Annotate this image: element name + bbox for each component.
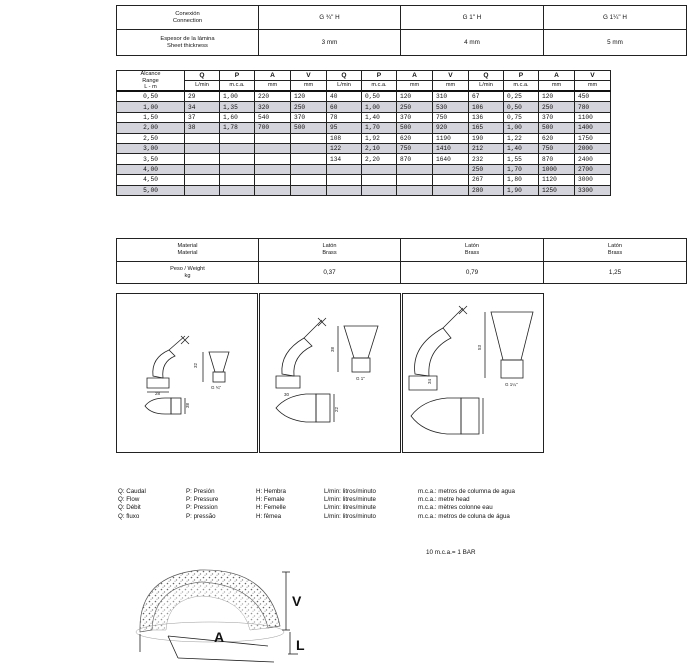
table-cell: 500: [397, 123, 433, 133]
table-cell: 2400: [575, 154, 611, 164]
table-cell: [397, 164, 433, 174]
table-cell: 1,35: [220, 102, 255, 112]
table-cell: 450: [575, 91, 611, 102]
table-cell: [220, 133, 255, 143]
spray-label-a: A: [214, 629, 225, 645]
material-label-cell: [117, 239, 259, 262]
table-cell: 250: [469, 164, 504, 174]
material-label-es: Material: [177, 243, 198, 249]
table-cell: 370: [291, 112, 327, 122]
material-value-2: [401, 239, 544, 262]
range-cell: 4,00: [117, 164, 185, 174]
range-header-es: Alcance: [140, 71, 161, 78]
col-head-a: A: [539, 71, 575, 81]
thickness-value-2: 4 mm: [401, 30, 544, 56]
table-cell: 212: [469, 143, 504, 153]
thickness-label-cell: [117, 30, 259, 56]
thickness-value-1: 3 mm: [259, 30, 401, 56]
col-head-v: V: [291, 71, 327, 81]
material-value-3: [544, 239, 687, 262]
table-cell: [255, 133, 291, 143]
table-cell: 220: [255, 91, 291, 102]
performance-table-body: [117, 91, 611, 195]
table-cell: 38: [185, 123, 220, 133]
table-cell: 190: [469, 133, 504, 143]
legend-text: P: Pressure: [186, 496, 219, 504]
unit-mm: mm: [291, 81, 327, 92]
table-cell: 95: [327, 123, 362, 133]
legend-text: m.c.a.: metros de columna de agua: [418, 488, 515, 495]
table-cell: 1,60: [220, 112, 255, 122]
table-cell: [220, 185, 255, 195]
material-name-en: Brass: [464, 250, 480, 256]
table-row: [117, 175, 611, 185]
table-cell: 1,90: [504, 185, 539, 195]
table-cell: 780: [575, 102, 611, 112]
unit-lmin: L/min: [469, 81, 504, 92]
table-cell: [291, 185, 327, 195]
table-cell: 620: [397, 133, 433, 143]
dim-label: 30: [284, 392, 290, 397]
dim-label: 22: [334, 406, 339, 412]
col-head-a: A: [255, 71, 291, 81]
legend-text: L/min: litres/minute: [324, 504, 376, 512]
material-name-es: Latón: [322, 243, 337, 249]
table-cell: [327, 164, 362, 174]
table-cell: 1640: [433, 154, 469, 164]
table-cell: 0,25: [504, 91, 539, 102]
legend-text: H: Hembra: [256, 488, 286, 495]
table-cell: 620: [539, 133, 575, 143]
table-cell: 1250: [539, 185, 575, 195]
connection-table: [116, 5, 687, 56]
unit-mca: m.c.a.: [220, 81, 255, 92]
weight-value-3: 1,25: [544, 262, 687, 284]
nozzle-drawing-medium: [260, 294, 402, 454]
table-cell: [255, 143, 291, 153]
nozzle-curve: [415, 328, 451, 376]
table-cell: [362, 164, 397, 174]
nozzle-drawing-small: [117, 294, 259, 454]
table-cell: 1190: [433, 133, 469, 143]
table-cell: [362, 185, 397, 195]
unit-mm: mm: [575, 81, 611, 92]
nozzle-drawing-large: [403, 294, 545, 454]
unit-mm: mm: [433, 81, 469, 92]
table-cell: 920: [433, 123, 469, 133]
table-cell: [185, 154, 220, 164]
water-bell: [136, 570, 284, 642]
nozzle-top-view: [145, 398, 171, 414]
dim-label: 34: [427, 378, 432, 384]
nozzle-base: [409, 376, 437, 390]
table-cell: 2000: [575, 143, 611, 153]
table-cell: 122: [327, 143, 362, 153]
nozzle-top-view: [276, 394, 316, 422]
legend-text: Q: Débit: [118, 504, 141, 512]
legend-text: P: pressão: [186, 512, 216, 520]
thickness-value-3: 5 mm: [544, 30, 687, 56]
legend-female: [256, 488, 286, 521]
unit-lmin: L/min: [185, 81, 220, 92]
table-cell: 0,75: [504, 112, 539, 122]
nozzle-cup: [209, 352, 229, 372]
bar-conversion-note: 10 m.c.a.= 1 BAR: [426, 549, 476, 556]
table-cell: 1,92: [362, 133, 397, 143]
legend-text: L/min: litres/minute: [324, 496, 376, 504]
table-cell: 232: [469, 154, 504, 164]
table-cell: 120: [539, 91, 575, 102]
unit-mm: mm: [255, 81, 291, 92]
table-cell: 37: [185, 112, 220, 122]
range-header: [117, 71, 185, 92]
table-cell: 1120: [539, 175, 575, 185]
table-cell: 370: [397, 112, 433, 122]
table-cell: 2700: [575, 164, 611, 174]
dim-label: 38: [330, 346, 335, 352]
table-cell: 750: [397, 143, 433, 153]
connection-value-1: G ¾" H: [259, 6, 401, 30]
dim-label: 32: [193, 362, 198, 368]
legend-flow: [118, 488, 146, 521]
table-cell: 1750: [575, 133, 611, 143]
table-row: [117, 91, 611, 102]
legend-text: H: Female: [256, 496, 285, 504]
weight-label: Peso / Weight: [170, 265, 205, 272]
table-cell: 250: [397, 102, 433, 112]
table-cell: 0,50: [504, 102, 539, 112]
legend-pressure: [186, 488, 218, 521]
legend-text: H: Femelle: [256, 504, 286, 512]
nozzle-base: [147, 378, 169, 388]
table-cell: 34: [185, 102, 220, 112]
table-cell: 700: [255, 123, 291, 133]
table-cell: [433, 175, 469, 185]
range-header-unit: L - m: [144, 83, 157, 90]
legend-text: m.c.a.: metros de coluna de água: [418, 512, 510, 520]
dimension-a-line: [168, 636, 178, 658]
connection-label-cell: [117, 6, 259, 30]
col-head-a: A: [397, 71, 433, 81]
table-cell: [433, 164, 469, 174]
table-cell: 1100: [575, 112, 611, 122]
nozzle-cup: [491, 312, 533, 360]
table-cell: 120: [291, 91, 327, 102]
performance-table: [116, 70, 611, 196]
legend-lmin: [324, 488, 376, 521]
spray-label-v: V: [292, 593, 302, 609]
col-head-q: Q: [185, 71, 220, 81]
table-cell: [185, 175, 220, 185]
table-cell: 750: [539, 143, 575, 153]
table-cell: 1,70: [504, 164, 539, 174]
table-cell: 1,80: [504, 175, 539, 185]
range-cell: 2,00: [117, 123, 185, 133]
material-name-es: Latón: [608, 243, 622, 249]
table-cell: [291, 154, 327, 164]
table-cell: [291, 133, 327, 143]
weight-unit: kg: [184, 272, 191, 279]
dim-label: 38: [185, 402, 190, 408]
table-cell: 120: [397, 91, 433, 102]
table-cell: [327, 175, 362, 185]
col-head-v: V: [433, 71, 469, 81]
legend-text: m.c.a.: metre head: [418, 496, 470, 504]
table-cell: 2,10: [362, 143, 397, 153]
table-cell: [327, 185, 362, 195]
range-cell: 3,00: [117, 143, 185, 153]
table-cell: [291, 143, 327, 153]
table-cell: [185, 164, 220, 174]
table-cell: [255, 185, 291, 195]
nozzle-drawing-panel-1: [116, 293, 258, 453]
legend-text: Q: fluxo: [118, 512, 140, 520]
weight-value-2: 0,79: [401, 262, 544, 284]
range-header-en: Range: [142, 77, 159, 84]
table-cell: 500: [539, 123, 575, 133]
col-head-v: V: [575, 71, 611, 81]
table-cell: [255, 175, 291, 185]
table-row: [117, 185, 611, 195]
thread-label: G ¾": [211, 385, 222, 390]
table-cell: 530: [433, 102, 469, 112]
spray-pattern-illustration: [118, 558, 318, 668]
table-cell: [185, 143, 220, 153]
material-table: [116, 238, 687, 284]
col-head-p: P: [362, 71, 397, 81]
col-head-p: P: [220, 71, 255, 81]
table-cell: 320: [255, 102, 291, 112]
table-cell: 3000: [575, 175, 611, 185]
table-cell: [291, 164, 327, 174]
table-cell: 750: [433, 112, 469, 122]
legend-text: Q: Caudal: [118, 488, 146, 495]
legend-text: P: Presión: [186, 488, 215, 495]
material-label-en: Material: [177, 250, 198, 256]
table-row: [117, 112, 611, 122]
table-cell: 40: [327, 91, 362, 102]
material-name-en: Brass: [607, 250, 623, 256]
thickness-label-es: Espesor de la lámina: [160, 35, 215, 42]
legend-text: P: Pression: [186, 504, 218, 512]
dim-label: 53: [477, 344, 482, 350]
table-cell: [220, 164, 255, 174]
nozzle-top-view: [411, 398, 461, 434]
table-cell: 1,22: [504, 133, 539, 143]
table-cell: 500: [291, 123, 327, 133]
table-cell: [255, 164, 291, 174]
table-cell: [220, 154, 255, 164]
table-cell: [220, 143, 255, 153]
table-cell: 1,70: [362, 123, 397, 133]
nozzle-curve: [282, 338, 312, 376]
table-cell: [433, 185, 469, 195]
range-cell: 2,50: [117, 133, 185, 143]
material-value-1: [259, 239, 401, 262]
table-cell: 106: [469, 102, 504, 112]
col-head-q: Q: [469, 71, 504, 81]
legend-text: Q: Flow: [118, 496, 140, 504]
table-cell: 310: [433, 91, 469, 102]
range-cell: 1,00: [117, 102, 185, 112]
weight-value-1: 0,37: [259, 262, 401, 284]
thickness-label-en: Sheet thickness: [167, 42, 208, 49]
table-cell: 60: [327, 102, 362, 112]
table-row: [117, 154, 611, 164]
table-cell: 134: [327, 154, 362, 164]
table-cell: [255, 154, 291, 164]
unit-mca: m.c.a.: [362, 81, 397, 92]
material-name-es: Latón: [465, 243, 479, 249]
nozzle-drawing-panel-3: [402, 293, 544, 453]
table-cell: 1410: [433, 143, 469, 153]
unit-mm: mm: [397, 81, 433, 92]
table-cell: 370: [539, 112, 575, 122]
table-cell: 165: [469, 123, 504, 133]
table-cell: 1,00: [504, 123, 539, 133]
table-cell: 1,00: [220, 91, 255, 102]
table-cell: 67: [469, 91, 504, 102]
range-cell: 1,50: [117, 112, 185, 122]
table-cell: 2,20: [362, 154, 397, 164]
legend-text: L/min: litros/minuto: [324, 488, 376, 495]
table-cell: 1,00: [362, 102, 397, 112]
nozzle-curve: [153, 350, 175, 378]
table-cell: 267: [469, 175, 504, 185]
unit-mm: mm: [539, 81, 575, 92]
connection-value-3: G 1¼" H: [544, 6, 687, 30]
legend-text: m.c.a.: mètres colonne eau: [418, 504, 493, 512]
thread-label: G 1": [356, 376, 365, 381]
range-cell: 4,50: [117, 175, 185, 185]
table-cell: 1400: [575, 123, 611, 133]
table-cell: 280: [469, 185, 504, 195]
table-cell: 1,40: [504, 143, 539, 153]
range-cell: 0,50: [117, 91, 185, 102]
thread-label: G 1¼": [505, 382, 518, 387]
table-row: [117, 164, 611, 174]
weight-label-cell: [117, 262, 259, 284]
legend-text: L/min: litros/minuto: [324, 512, 376, 520]
table-row: [117, 143, 611, 153]
table-row: [117, 102, 611, 112]
table-cell: [185, 133, 220, 143]
table-cell: 870: [539, 154, 575, 164]
legend-mca: [418, 488, 515, 521]
nozzle-cup: [344, 326, 378, 358]
table-cell: [397, 175, 433, 185]
unit-mca: m.c.a.: [504, 81, 539, 92]
table-row: [117, 133, 611, 143]
table-cell: [362, 175, 397, 185]
range-cell: 5,00: [117, 185, 185, 195]
nozzle-drawing-panel-2: [259, 293, 401, 453]
range-cell: 3,50: [117, 154, 185, 164]
table-cell: 540: [255, 112, 291, 122]
table-cell: 1,55: [504, 154, 539, 164]
unit-lmin: L/min: [327, 81, 362, 92]
col-head-p: P: [504, 71, 539, 81]
material-name-en: Brass: [322, 250, 337, 256]
table-cell: 1,78: [220, 123, 255, 133]
spray-label-l: L: [296, 637, 305, 653]
table-cell: [185, 185, 220, 195]
table-cell: 78: [327, 112, 362, 122]
table-cell: 1,40: [362, 112, 397, 122]
table-cell: 0,50: [362, 91, 397, 102]
table-cell: 250: [539, 102, 575, 112]
table-cell: 108: [327, 133, 362, 143]
table-cell: 870: [397, 154, 433, 164]
legend-text: H: fêmea: [256, 512, 282, 520]
table-cell: [397, 185, 433, 195]
connection-value-2: G 1" H: [401, 6, 544, 30]
connection-label-en: Connection: [172, 17, 203, 24]
nozzle-base: [276, 376, 300, 388]
table-cell: [220, 175, 255, 185]
connection-label-es: Conexión: [175, 10, 200, 17]
table-cell: 250: [291, 102, 327, 112]
table-cell: [291, 175, 327, 185]
col-head-q: Q: [327, 71, 362, 81]
table-cell: 3300: [575, 185, 611, 195]
table-cell: 29: [185, 91, 220, 102]
dim-label: 28: [155, 391, 161, 396]
table-cell: 1000: [539, 164, 575, 174]
table-row: [117, 123, 611, 133]
table-cell: 136: [469, 112, 504, 122]
